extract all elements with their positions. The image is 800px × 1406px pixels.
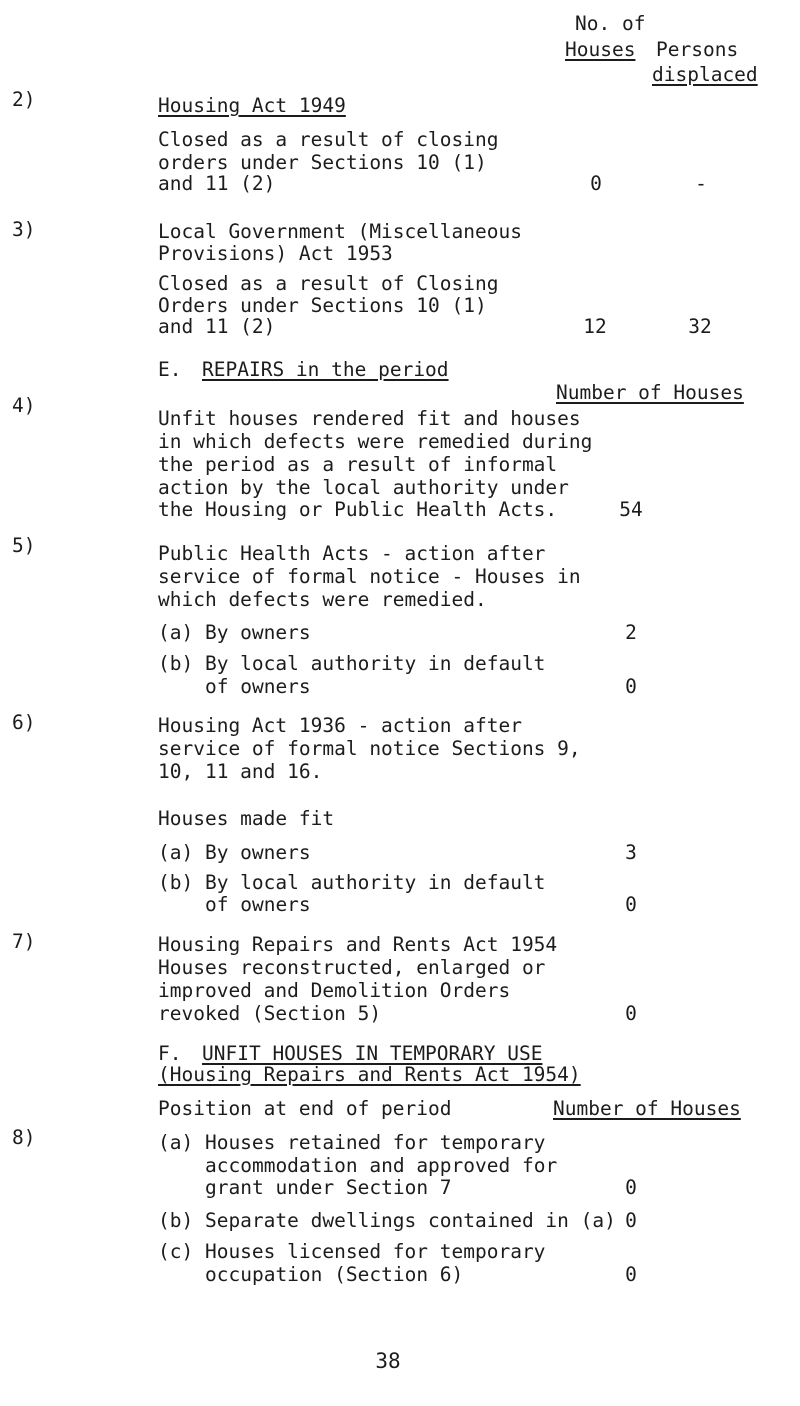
s5-b-label-1: (b) By local authority in default <box>158 652 546 675</box>
s6-b-label-2: of owners <box>205 893 311 916</box>
s3-houses-value: 12 <box>583 315 607 338</box>
s5-line-1: Public Health Acts - action after <box>158 542 546 565</box>
s5-b-value: 0 <box>625 675 637 698</box>
s7-line-2: Houses reconstructed, enlarged or <box>158 956 546 979</box>
s4-line-3: the period as a result of informal <box>158 453 558 476</box>
section-f-letter: F. <box>158 1042 182 1065</box>
houses-made-fit-label: Houses made fit <box>158 807 335 830</box>
s4-line-2: in which defects were remedied during <box>158 430 593 453</box>
s4-line-4: action by the local authority under <box>158 476 569 499</box>
s7-line-4: revoked (Section 5) <box>158 1002 382 1025</box>
s3-line-2: Orders under Sections 10 (1) <box>158 294 487 317</box>
s3-line-3: and 11 (2) <box>158 315 276 338</box>
header-no-of: No. of <box>575 12 646 35</box>
s8-c-line-2: occupation (Section 6) <box>205 1263 464 1286</box>
page-number: 38 <box>375 1349 401 1373</box>
s6-b-label-1: (b) By local authority in default <box>158 871 546 894</box>
s3-title-line-2: Provisions) Act 1953 <box>158 242 393 265</box>
s8-b-value: 0 <box>625 1209 637 1232</box>
s8-a-value: 0 <box>625 1176 637 1199</box>
s6-a-label: (a) By owners <box>158 841 311 864</box>
s6-line-3: 10, 11 and 16. <box>158 760 323 783</box>
s5-a-label: (a) By owners <box>158 621 311 644</box>
s5-line-3: which defects were remedied. <box>158 588 487 611</box>
s5-b-label-2: of owners <box>205 675 311 698</box>
section-number-2: 2) <box>12 88 36 111</box>
s8-b-line: (b) Separate dwellings contained in (a) <box>158 1209 616 1232</box>
section-number-5: 5) <box>12 534 36 557</box>
number-of-houses-header-f: Number of Houses <box>553 1097 741 1120</box>
section-number-8: 8) <box>12 1126 36 1149</box>
housing-repairs-rents-act-subtitle: (Housing Repairs and Rents Act 1954) <box>158 1063 581 1086</box>
housing-act-1949-heading: Housing Act 1949 <box>158 94 346 117</box>
s2-line-1: Closed as a result of closing <box>158 128 499 151</box>
section-e-letter: E. <box>158 358 182 381</box>
header-displaced: displaced <box>652 63 758 86</box>
s5-line-2: service of formal notice - Houses in <box>158 565 581 588</box>
s4-value: 54 <box>619 498 643 521</box>
s8-c-line-1: (c) Houses licensed for temporary <box>158 1240 546 1263</box>
s6-line-2: service of formal notice Sections 9, <box>158 737 581 760</box>
s8-a-line-2: accommodation and approved for <box>205 1154 558 1177</box>
s3-line-1: Closed as a result of Closing <box>158 272 499 295</box>
header-houses: Houses <box>565 38 636 61</box>
number-of-houses-header: Number of Houses <box>556 381 744 404</box>
position-at-end-label: Position at end of period <box>158 1097 452 1120</box>
s6-b-value: 0 <box>625 893 637 916</box>
s7-line-1: Housing Repairs and Rents Act 1954 <box>158 933 558 956</box>
s3-title-line-1: Local Government (Miscellaneous <box>158 220 522 243</box>
section-number-3: 3) <box>12 218 36 241</box>
s2-houses-value: 0 <box>590 172 602 195</box>
s7-line-3: improved and Demolition Orders <box>158 979 511 1002</box>
section-number-4: 4) <box>12 394 36 417</box>
repairs-heading: REPAIRS in the period <box>202 358 449 381</box>
header-persons: Persons <box>656 38 739 61</box>
section-number-7: 7) <box>12 930 36 953</box>
s7-value: 0 <box>625 1002 637 1025</box>
s3-persons-value: 32 <box>688 315 712 338</box>
s6-line-1: Housing Act 1936 - action after <box>158 714 522 737</box>
s2-line-3: and 11 (2) <box>158 172 276 195</box>
section-number-6: 6) <box>12 711 36 734</box>
s5-a-value: 2 <box>625 621 637 644</box>
s4-line-5: the Housing or Public Health Acts. <box>158 498 558 521</box>
s6-a-value: 3 <box>625 841 637 864</box>
s8-a-line-3: grant under Section 7 <box>205 1176 452 1199</box>
s8-a-line-1: (a) Houses retained for temporary <box>158 1131 546 1154</box>
s2-persons-value: - <box>695 172 707 195</box>
s2-line-2: orders under Sections 10 (1) <box>158 151 487 174</box>
s4-line-1: Unfit houses rendered fit and houses <box>158 407 581 430</box>
s8-c-value: 0 <box>625 1263 637 1286</box>
unfit-houses-heading: UNFIT HOUSES IN TEMPORARY USE <box>202 1042 543 1065</box>
